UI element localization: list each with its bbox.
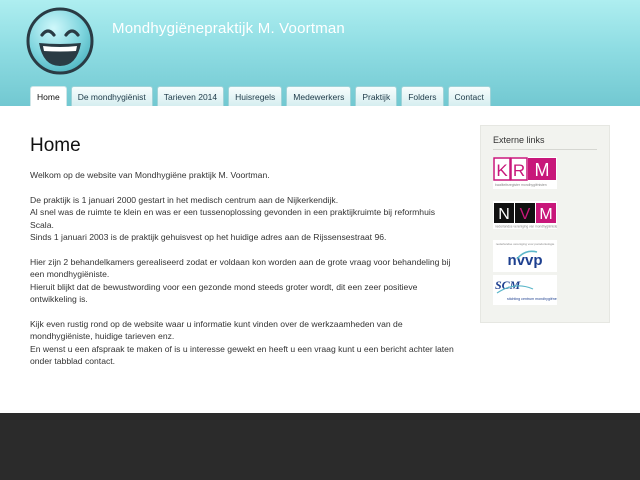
nvm-logo-link[interactable]	[493, 201, 557, 229]
krm-caption: kwaliteitsregister mondhygiënisten	[495, 183, 547, 187]
intro-text	[30, 169, 460, 368]
paragraph-line: Hieruit blijkt dat de bewustwording voor een gezonde mond steeds groter wordt, dit een zeer positieve ontwikkeling is.	[30, 281, 418, 304]
page-title: Home	[30, 135, 81, 156]
scm-caption: stichting centrum mondhygiëne	[507, 297, 557, 301]
nvm-caption: nederlandse vereniging van mondhygiënisten	[495, 224, 557, 229]
nav-tab-medewerkers[interactable]: Medewerkers	[286, 86, 351, 106]
paragraph-line: Al snel was de ruimte te klein en was er een tussenoplossing gevonden in een praktijkruimte bij reformhuis Scala.	[30, 207, 436, 230]
nav-tab-tarieven-2014[interactable]: Tarieven 2014	[157, 86, 224, 106]
paragraph-line: Kijk even rustig rond op de website waar u informatie kunt vinden over de werkzaamheden van de mondhygiëniste, huidige tarieven enz.	[30, 318, 403, 341]
nav-tab-contact[interactable]: Contact	[448, 86, 491, 106]
krm-logo-icon	[493, 157, 557, 189]
krm-letter-k: K	[496, 161, 508, 180]
content-paragraph	[30, 318, 460, 368]
content-paragraph	[30, 194, 460, 244]
paragraph-line: Welkom op de website van Mondhygiëne praktijk M. Voortman.	[30, 170, 270, 180]
panel-divider	[493, 149, 597, 150]
nvvp-logo-icon	[493, 240, 557, 272]
nav-tab-praktijk[interactable]: Praktijk	[355, 86, 397, 106]
nav-tab-de-mondhygi-nist[interactable]: De mondhygiënist	[71, 86, 153, 106]
krm-logo-link[interactable]	[493, 157, 557, 189]
site-title[interactable]: Mondhygiënepraktijk M. Voortman	[112, 20, 345, 37]
nav-tab-folders[interactable]: Folders	[401, 86, 443, 106]
krm-letter-r: R	[512, 161, 526, 180]
site-footer	[0, 413, 640, 480]
nvm-logo-icon	[493, 201, 557, 229]
scm-wordmark: SCM	[495, 278, 521, 292]
paragraph-line: Hier zijn 2 behandelkamers gerealiseerd zodat er voldaan kon worden aan de grote vraag voor behandeling bij een mondhygiëniste.	[30, 256, 451, 279]
paragraph-line: En wenst u een afspraak te maken of is u interesse gewekt en heeft u een vraag kunt u een bericht achter laten onder tabblad contact.	[30, 343, 454, 366]
smiley-face-logo-icon[interactable]	[25, 6, 95, 76]
nvm-letter-n: N	[498, 206, 510, 223]
nvvp-caption: nederlandse vereniging voor parodontologie	[495, 242, 555, 246]
nav-tab-home[interactable]: Home	[30, 86, 67, 106]
main-content	[30, 135, 460, 380]
nvvp-logo-link[interactable]	[493, 240, 557, 272]
main-navigation	[30, 86, 495, 106]
content-paragraph	[30, 169, 460, 182]
krm-letter-m: M	[534, 160, 550, 180]
site-header	[0, 0, 640, 106]
content-paragraph	[30, 256, 460, 306]
scm-logo-icon	[493, 275, 557, 305]
nvm-letter-v: V	[519, 206, 531, 223]
external-links-panel	[480, 125, 610, 323]
scm-logo-link[interactable]	[493, 275, 557, 305]
nvm-letter-m: M	[539, 206, 553, 223]
paragraph-line: Sinds 1 januari 2003 is de praktijk gehuisvest op het huidige adres aan de Rijssensestraat 96.	[30, 232, 387, 242]
external-links-title: Externe links	[493, 135, 545, 145]
paragraph-line: De praktijk is 1 januari 2000 gestart in het medisch centrum aan de Nijkerkendijk.	[30, 194, 339, 205]
nvvp-wordmark: nvvp	[507, 252, 543, 269]
nav-tab-huisregels[interactable]: Huisregels	[228, 86, 282, 106]
